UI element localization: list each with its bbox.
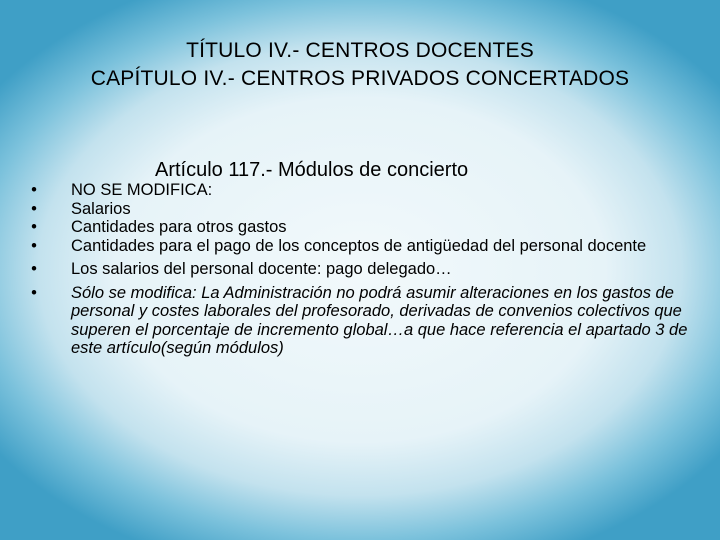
bullet-item-no-se-modifica [28, 181, 693, 200]
title-line-1: TÍTULO IV.- CENTROS DOCENTES [186, 39, 534, 62]
bullet-text: Cantidades para el pago de los conceptos de antigüedad del personal docente [71, 236, 647, 255]
bullet-icon: • [31, 181, 37, 199]
bullet-text: Salarios [71, 199, 131, 218]
bullet-item-pago-delegado [28, 260, 693, 279]
bullet-text: Los salarios del personal docente: pago delegado… [71, 260, 452, 278]
bullet-item-salarios [28, 200, 693, 219]
bullet-icon: • [31, 283, 37, 302]
bullet-icon: • [31, 218, 37, 236]
bullet-item-solo-se-modifica [28, 284, 693, 358]
bullet-text: Sólo se modifica: La Administración no podrá asumir alteraciones en los gastos de personal y costes laborales del profesorado, derivadas de convenios colectivos que superen el porcentaje de incremento global…a que hace referencia el apartado 3 de este artículo(según módulos) [71, 283, 688, 357]
article-heading: Artículo 117.- Módulos de concierto [155, 159, 469, 181]
title-line-2: CAPÍTULO IV.- CENTROS PRIVADOS CONCERTADOS [90, 67, 630, 90]
bullet-text: NO SE MODIFICA: [71, 181, 213, 199]
bullet-icon: • [31, 260, 37, 278]
bullet-text: Cantidades para otros gastos [71, 218, 287, 236]
slide-title [0, 37, 720, 93]
bullet-item-antiguedad [28, 237, 693, 256]
bullet-icon: • [31, 199, 37, 218]
bullet-icon: • [31, 236, 37, 255]
bullet-item-otros-gastos [28, 218, 693, 237]
bullet-list [28, 181, 693, 358]
